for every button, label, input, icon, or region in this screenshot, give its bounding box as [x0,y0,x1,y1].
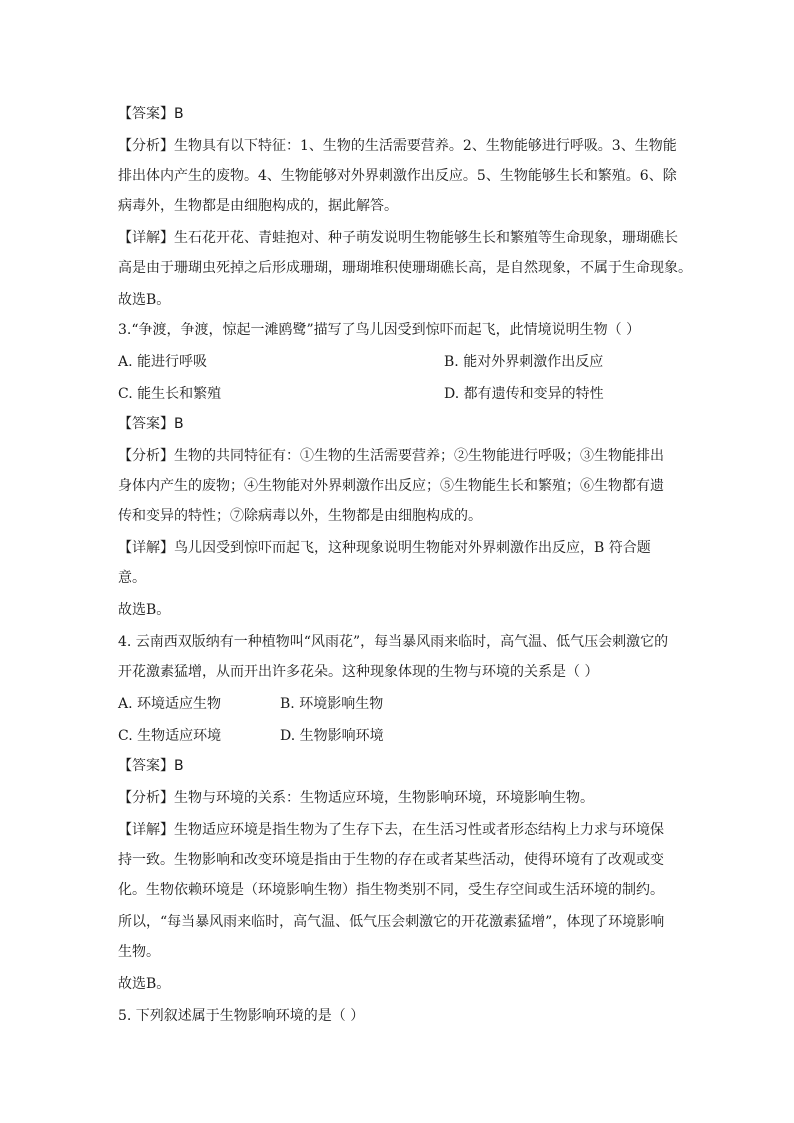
q2-detail-line-1: 【详解】生石花开花、青蛙抱对、种子萌发说明生物能够生长和繁殖等生命现象，珊瑚礁长 [118,230,678,246]
q3-question: 3.“争渡，争渡，惊起一滩鸥鹭”描写了鸟儿因受到惊吓而起飞，此情境说明生物（ ） [118,322,641,338]
q4-option-b: B. 环境影响生物 [280,696,384,712]
q4-question-line-2: 开花激素猛增，从而开出许多花朵。这种现象体现的生物与环境的关系是（ ） [118,664,599,680]
q3-analysis-line-3: 传和变异的特性；⑦除病毒以外，生物都是由细胞构成的。 [118,508,482,524]
q4-detail-line-2: 持一致。生物影响和改变环境是指由于生物的存在或者某些活动，使得环境有了改观或变 [118,852,664,868]
q2-answer: 【答案】B [118,106,184,122]
q3-detail-line-1: 【详解】鸟儿因受到惊吓而起飞，这种现象说明生物能对外界刺激作出反应，B 符合题 [118,540,651,556]
q3-option-d: D. 都有遗传和变异的特性 [444,386,604,402]
q3-analysis-line-1: 【分析】生物的共同特征有：①生物的生活需要营养；②生物能进行呼吸；③生物能排出 [118,448,664,464]
q3-answer: 【答案】B [118,416,184,432]
q4-option-c: C. 生物适应环境 [118,728,222,744]
q3-option-b: B. 能对外界刺激作出反应 [444,354,604,370]
q4-analysis: 【分析】生物与环境的关系：生物适应环境，生物影响环境，环境影响生物。 [118,790,594,806]
q4-option-d: D. 生物影响环境 [280,728,384,744]
q4-detail-line-4: 所以，“每当暴风雨来临时，高气温、低气压会刺激它的开花激素猛增”，体现了环境影响 [118,914,665,930]
q3-analysis-line-2: 身体内产生的废物；④生物能对外界刺激作出反应；⑤生物能生长和繁殖；⑥生物都有遗 [118,478,664,494]
q4-detail-line-3: 化。生物依赖环境是（环境影响生物）指生物类别不同，受生存空间或生活环境的制约。 [118,882,664,898]
q2-analysis-line-1: 【分析】生物具有以下特征：1、生物的生活需要营养。2、生物能够进行呼吸。3、生物能 [118,138,677,154]
q4-conclusion: 故选B。 [118,976,171,992]
q5-question: 5. 下列叙述属于生物影响环境的是（ ） [118,1008,365,1024]
q2-conclusion: 故选B。 [118,292,171,308]
q2-detail-line-2: 高是由于珊瑚虫死掉之后形成珊瑚，珊瑚堆积使珊瑚礁长高，是自然现象，不属于生命现象。 [118,260,692,276]
q3-option-a: A. 能进行呼吸 [118,354,208,370]
q2-analysis-line-2: 排出体内产生的废物。4、生物能够对外界刺激作出反应。5、生物能够生长和繁殖。6、除 [118,168,677,184]
q3-detail-line-2: 意。 [118,570,146,586]
q3-option-c: C. 能生长和繁殖 [118,386,222,402]
q4-option-a: A. 环境适应生物 [118,696,222,712]
q2-analysis-line-3: 病毒外，生物都是由细胞构成的，据此解答。 [118,198,398,214]
q4-question-line-1: 4. 云南西双版纳有一种植物叫“风雨花”，每当暴风雨来临时，高气温、低气压会刺激它的 [118,634,669,650]
q3-conclusion: 故选B。 [118,602,171,618]
q4-detail-line-5: 生物。 [118,944,160,960]
q4-answer: 【答案】B [118,758,184,774]
q4-detail-line-1: 【详解】生物适应环境是指生物为了生存下去，在生活习性或者形态结构上力求与环境保 [118,822,664,838]
